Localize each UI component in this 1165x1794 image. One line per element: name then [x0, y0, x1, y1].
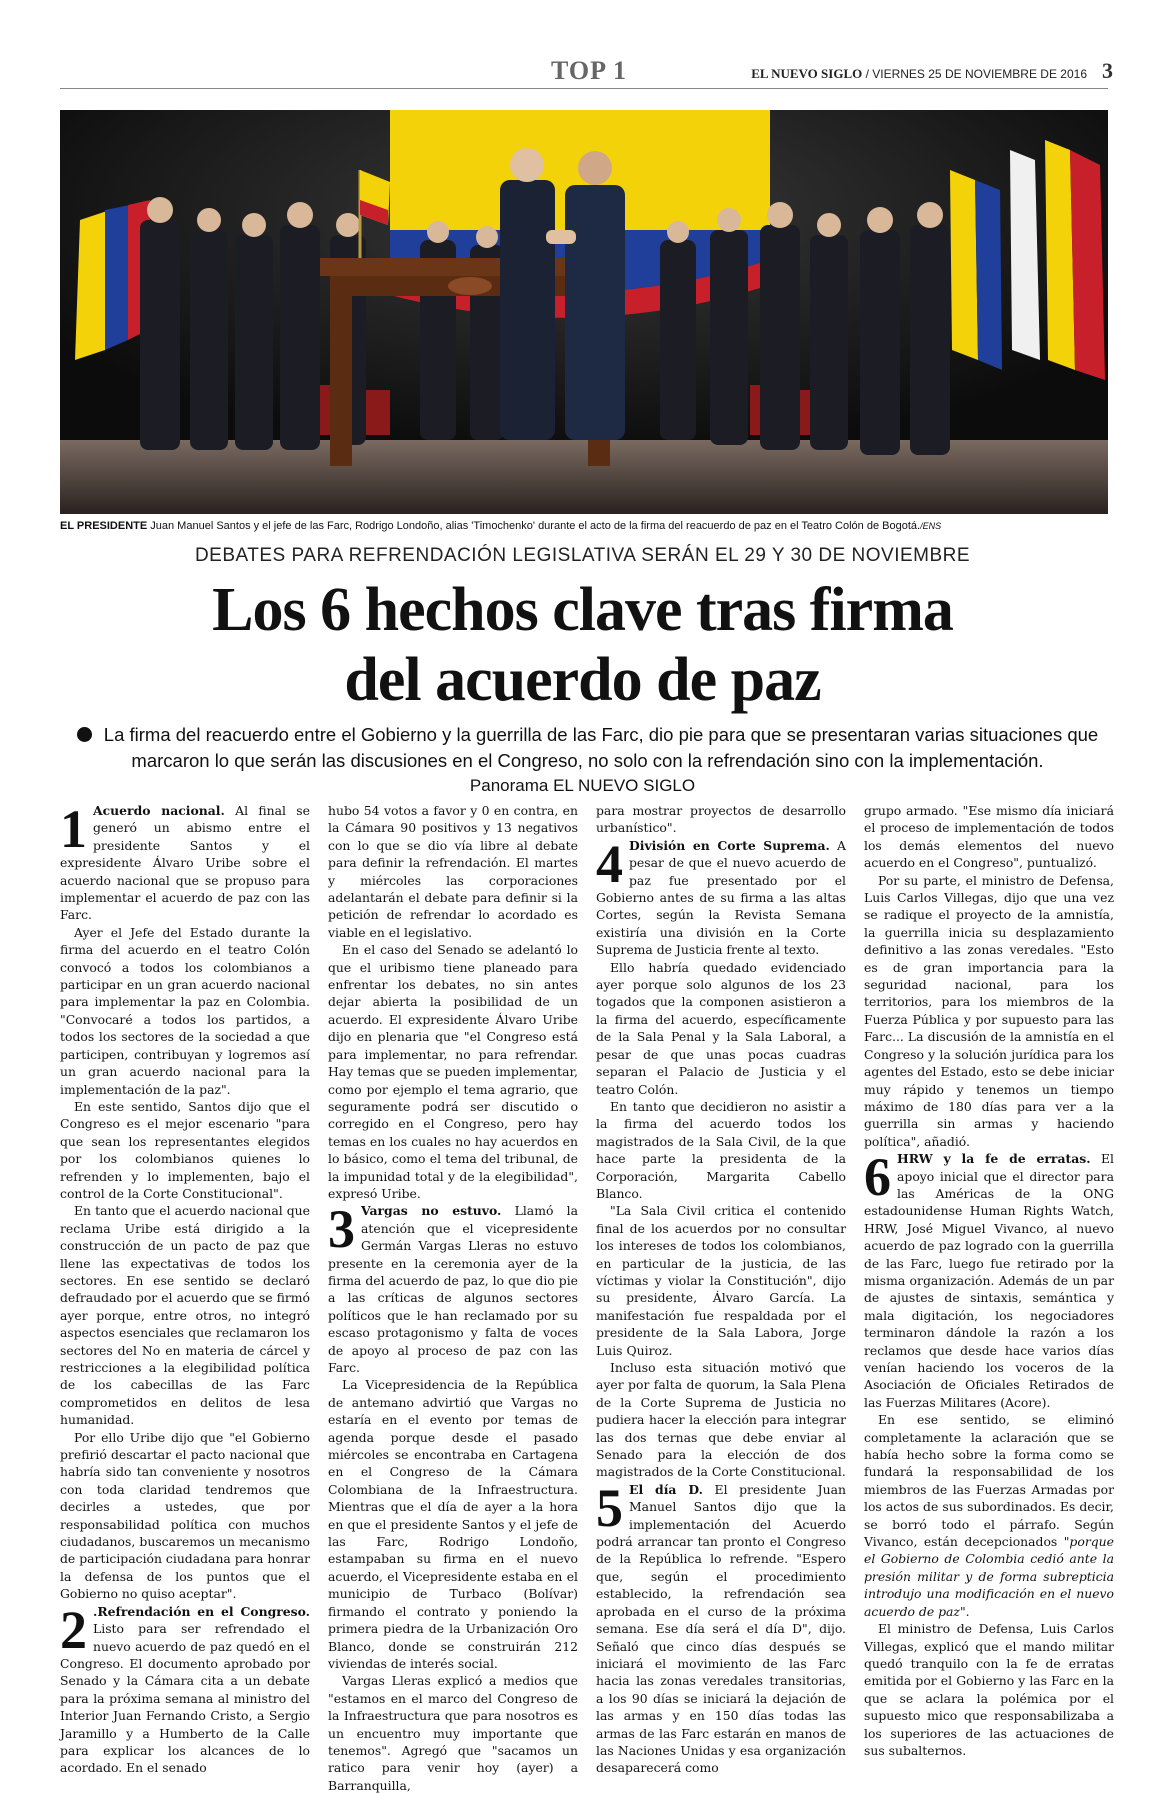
caption-lead: EL PRESIDENTE [60, 520, 148, 532]
paragraph: Ayer el Jefe del Estado durante la firma del acuerdo en el teatro Colón convocó a todos los colombianos a participar en un gran acuerdo nacional para implementar la paz en Colombia. "Convocaré a todos los partidos, a todos los sectores de la sociedad a que participen, contribuyan y logremos así un gran acuerdo nacional para la implementación de la paz". [60, 924, 310, 1097]
paragraph: Por ello Uribe dijo que "el Gobierno prefirió descartar el pacto nacional que habría sido tan conveniente y nosotros con toda claridad tendremos que decirles a ustedes, que por responsabilidad política con muchos ciudadanos, buscaremos un mecanismo de participación ciudadana para honrar la defensa de los puntos que el Gobierno no quiso aceptar". [60, 1429, 310, 1602]
section-4 [596, 833, 846, 959]
section-6 [864, 1147, 1114, 1411]
section-heading: .Refrendación en el Congreso. [93, 1603, 310, 1619]
paragraph: Incluso esta situación motivó que ayer por falta de quorum, la Sala Plena de la Corte Suprema de Justicia no pudiera hacer la elección para integrar las dos ternas que debe enviar al Senado para la elección de dos magistrados de la Corte Constitucional. [596, 1360, 846, 1480]
lead-photo [60, 110, 1108, 514]
section-3 [328, 1199, 578, 1376]
headline [0, 575, 1165, 715]
paragraph: En este sentido, Santos dijo que el Congreso es el mejor escenario "para que sean los representantes elegidos por los colombianos quienes lo refrenden y lo implementen, bajo el control de la Corte Constitucional". [60, 1098, 310, 1201]
header-rule [60, 88, 1108, 89]
paragraph: hubo 54 votos a favor y 0 en contra, en la Cámara 90 positivos y 13 negativos con lo que se dio vía libre al debate para definir la refrendación. El martes y miércoles las corporaciones adelantarán el debate para definir si la petición de refrendar lo acordado es viable en el legislativo. [328, 803, 578, 940]
paragraph: Ello habría quedado evidenciado ayer porque solo algunos de los 23 togados que la componen asistieron a la firma del acuerdo, específicamente de la Sala Penal y la Sala Laboral, a pesar de que unas pocas cuadras separan el Palacio de Justicia y el teatro Colón. [596, 959, 846, 1097]
drop-number: 1 [60, 799, 87, 859]
paragraph: "La Sala Civil critica el contenido final de los acuerdos por no consultar los intereses de todos los colombianos, en particular de la justicia, de las víctimas y violar la Constitución", dijo su presidente, Álvaro García. La manifestación fue respaldada por el presidente de la Sala Labora, Jorge Luis Quiroz. [596, 1203, 846, 1358]
paragraph-text: Llamó la atención que el vicepresidente Germán Vargas Lleras no estuvo presente en la ceremonia ayer de la firma del acuerdo de paz, lo que dio pie a las críticas de algunos sectores políticos que le han reclamado por su escaso protagonismo y falta de voces de apoyo al proceso de paz con las Farc. [328, 1203, 578, 1375]
section-heading: El día D. [629, 1481, 703, 1497]
paragraph-text: A pesar de que el nuevo acuerdo de paz fue presentado por el Gobierno antes de su firma a las altas Cortes, según la Revista Semana existiría una división en la Corte Suprema de Justicia frente al texto. [596, 837, 846, 958]
drop-number: 2 [60, 1599, 87, 1660]
issue-date: / VIERNES 25 DE NOVIEMBRE DE 2016 [865, 67, 1087, 81]
section-heading: Vargas no estuvo. [361, 1203, 502, 1219]
deck [70, 722, 1105, 774]
signing-ceremony-photo [60, 110, 1108, 514]
paragraph-text: El apoyo inicial que el director para las Américas de la ONG estadounidense Human Rights Watch, HRW, José Miguel Vivanco, al nuevo acuerdo de paz logrado con la guerrilla de las Farc, luego fue retirado por la misma organización. Además de un par de ajustes de sintaxis, semántica y mala digitación, los negociadores terminaron dándole la razón a los reclamos que desde hace varios días venían haciendo los voceros de la Asociación de Oficiales Retirados de las Fuerzas Militares (Acore). [864, 1151, 1114, 1410]
photo-credit: /ENS [920, 521, 942, 531]
article-column-1 [60, 799, 311, 1777]
paragraph: En tanto que decidieron no asistir a la firma del acuerdo todos los magistrados de la Sala Civil, de la que hace parte la presidenta de la Corporación, Margarita Cabello Blanco. [596, 1098, 846, 1201]
page-number: 3 [1102, 58, 1113, 83]
paragraph: En el caso del Senado se adelantó lo que el uribismo tiene planeado para enfrentar los debates, no sin antes dejar abierta la posibilidad de un acuerdo. El expresidente Álvaro Uribe dijo en plenaria que "el Congreso está para implementar, no para refrendar. Hay temas que se pueden implementar, como por ejemplo el tema agrario, que seguramente podrá ser discutido o corregido en el Congreso, pero hay temas en los cuales no hay acuerdos en lo básico, como el tema del tribunal, de la impunidad total y de la elegibilidad", expresó Uribe. [328, 942, 578, 1201]
paragraph-text: El presidente Juan Manuel Santos dijo que la implementación del Acuerdo podrá arrancar tan pronto el Congreso de la República lo refrende. "Espero que, según el procedimiento establecido, la refrendación sea aprobada en el curso de la próxima semana. Ese día será el día D", dijo. Señaló que cinco días después se iniciará el movimiento de las Farc hacia las zonas veredales transitorias, a los 90 días se iniciará la dejación de las armas y en 150 días todas las armas de las Farc estarán en manos de las Naciones Unidas y esa organización desaparecerá como [596, 1481, 846, 1776]
bullet-icon [77, 727, 92, 742]
paragraph: para mostrar proyectos de desarrollo urbanístico". [596, 803, 846, 836]
section-heading: Acuerdo nacional. [93, 803, 225, 818]
masthead [751, 66, 1087, 82]
section-2 [60, 1599, 310, 1777]
drop-number: 5 [596, 1477, 623, 1538]
article-column-4 [864, 802, 1114, 1759]
paragraph: Por su parte, el ministro de Defensa, Luis Carlos Villegas, dijo que una vez se radique el proyecto de la amnistía, la guerrilla inicia su desplazamiento definitivo a las zonas veredales. "Esto es de gran importancia para la seguridad nacional, para los territorios, para los miembros de la Fuerza Pública y por supuesto para las Farc... La discusión de la amnistía en el Congreso y la solución jurídica para los agentes del Estado, esto se debe iniciar muy rápido y tenemos un tiempo máximo de 180 días para ver a la guerrilla sin armas y haciendo política", añadió. [864, 872, 1114, 1149]
publication-name: EL NUEVO SIGLO [751, 66, 863, 81]
section-1 [60, 799, 311, 924]
paragraph: grupo armado. "Ese mismo día iniciará el proceso de implementación de todos los demás elementos del nuevo acuerdo en el Congreso", puntualizó. [864, 803, 1114, 871]
headline-line-1: Los 6 hechos clave tras firma [212, 576, 953, 644]
paragraph: Vargas Lleras explicó a medios que "estamos en el marco del Congreso de la Infraestructura que para nosotros es un encuentro muy importante que tenemos". Agregó que "sacamos un ratico para venir hoy (ayer) a Barranquilla, [328, 1673, 578, 1793]
paragraph-text: Al final se generó un abismo entre el presidente Santos y el expresidente Álvaro Uribe sobre el acuerdo nacional que se propuso para implementar el acuerdo de paz con las Farc. [60, 803, 311, 923]
paragraph-text: Listo para ser refrendado el nuevo acuerdo de paz quedó en el Congreso. El documento aprobado por Senado y la Cámara cita a un debate para la próxima semana al ministro del Interior Juan Fernando Cristo, a Sergio Jaramillo y a Humberto de la Calle para explicar los alcances de lo acordado. En el senado [60, 1621, 310, 1776]
paragraph-text: En ese sentido, se eliminó completamente la aclaración que se había hecho sobre la forma como se fundará la responsabilidad de los miembros de las Fuerzas Armadas por los actos de sus subordinados. Es decir, se borró todo el párrafo. Según Vivanco, están decepcionados [864, 1412, 1114, 1550]
section-label: TOP 1 [551, 56, 628, 85]
article-column-2 [328, 802, 578, 1794]
kicker: DEBATES PARA REFRENDACIÓN LEGISLATIVA SERÁN EL 29 Y 30 DE NOVIEMBRE [194, 545, 971, 566]
byline: Panorama EL NUEVO SIGLO [469, 776, 696, 795]
paragraph: En tanto que el acuerdo nacional que reclama Uribe está dirigido a la construcción de un pacto de paz que llene las expectativas de todos los sectores. En ese sentido se declaró defraudado por el acuerdo que se firmó ayer porque, entre otros, no integró aspectos esenciales que reclamaron los sectores del No en materia de cárcel y restricciones a la elegibilidad política de los cabecillas de las Farc comprometidos en delitos de lesa humanidad. [60, 1203, 310, 1428]
photo-caption [60, 520, 1108, 532]
quote-text: "porque el Gobierno de Colombia cedió ante la presión militar y de forma subrepticia introdujo una modificación en el nuevo acuerdo de paz" [864, 1534, 1114, 1619]
paragraph-text: . [965, 1603, 970, 1619]
section-5 [596, 1477, 846, 1777]
drop-number: 6 [864, 1147, 891, 1208]
caption-text: Juan Manuel Santos y el jefe de las Farc, Rodrigo Londoño, alias 'Timochenko' durante el acto de la firma del reacuerdo de paz en el Teatro Colón de Bogotá. [147, 520, 921, 532]
paragraph: La Vicepresidencia de la República de antemano advirtió que Vargas no estaría en el evento por temas de agenda porque desde el pasado miércoles se encontraba en Cartagena en el Congreso de la Cámara Colombiana de la Infraestructura. Mientras que el día de ayer a la hora en que el presidente Santos y el jefe de las Farc, Rodrigo Londoño, estampaban su firma en el nuevo acuerdo, el Vicepresidente estaba en el municipio de Turbaco (Bolívar) firmando el contrato y poniendo la primera piedra de la Urbanización Oro Blanco, donde se construirán 212 viviendas de interés social. [328, 1377, 578, 1671]
deck-text: La firma del reacuerdo entre el Gobierno y la guerrilla de las Farc, dio pie para que se presentaran varias situaciones que marcaron lo que serán las discusiones en el Congreso, no solo con la refrendación sino con la implementación. [103, 724, 1099, 771]
drop-number: 4 [596, 833, 623, 894]
section-heading: División en Corte Suprema. [629, 837, 830, 853]
drop-number: 3 [328, 1199, 355, 1260]
article-column-3 [596, 802, 846, 1777]
paragraph: El ministro de Defensa, Luis Carlos Villegas, explicó que el mando militar quedó tranquilo con la fe de erratas emitida por el Gobierno y las Farc en la que se aclara la polémica por el supuesto mico que responsabilizaba a los superiores de las actuaciones de sus subalternos. [864, 1621, 1114, 1758]
section-heading: HRW y la fe de erratas. [897, 1151, 1091, 1167]
paragraph [864, 1411, 1114, 1620]
headline-line-2: del acuerdo de paz [344, 646, 821, 714]
